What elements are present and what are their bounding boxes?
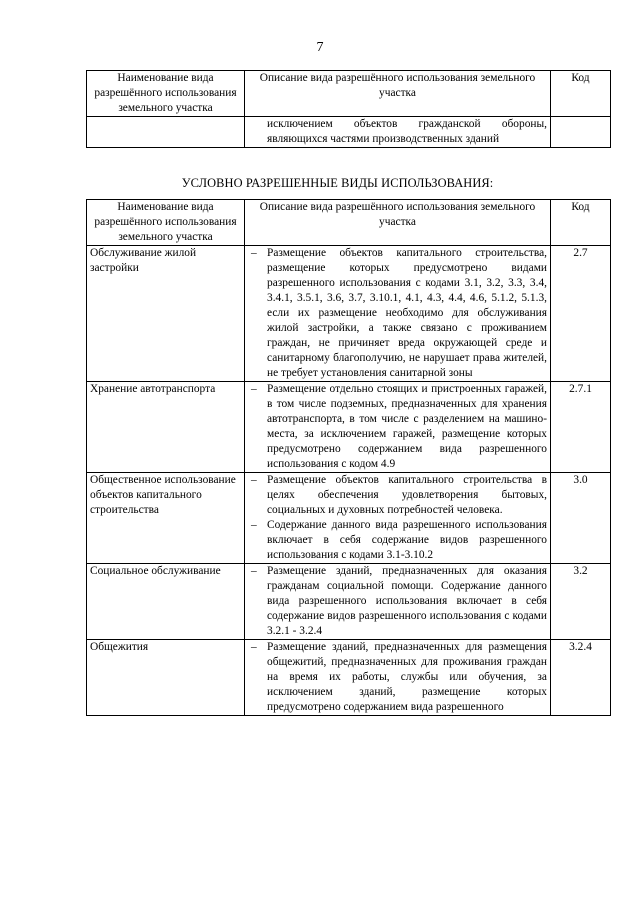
- use-description: [245, 246, 551, 382]
- header-code: Код: [551, 200, 611, 246]
- use-description: [245, 564, 551, 640]
- row-name: [87, 117, 245, 148]
- description-item: – Размещение зданий, предназначенных для размещения общежитий, предназначенных для проживания граждан на время их работы, службы или обучения, за исключением зданий, размещение которых предусмотрено содержанием вида разрешенного: [248, 640, 547, 715]
- use-code: 3.0: [551, 473, 611, 564]
- use-name: Общественное использование объектов капитального строительства: [87, 473, 245, 564]
- description-item: – Размещение зданий, предназначенных для оказания гражданам социальной помощи. Содержание данного вида разрешенного использования включает в себя содержание видов разрешенного использования с кодами 3.2.1 - 3.2.4: [248, 564, 547, 639]
- table-header-row: [87, 200, 611, 246]
- table-body: [87, 246, 611, 716]
- land-use-table-continued: [86, 70, 611, 148]
- use-name: Хранение автотранспорта: [87, 382, 245, 473]
- header-name: Наименование вида разрешённого использования земельного участка: [87, 200, 245, 246]
- use-code: 3.2: [551, 564, 611, 640]
- row-description: исключением объектов гражданской обороны, являющихся частями производственных зданий: [267, 118, 547, 145]
- page-number: 7: [316, 40, 324, 55]
- table-row: [87, 564, 611, 640]
- use-name: Обслуживание жилой застройки: [87, 246, 245, 382]
- conditional-uses-table: [86, 199, 611, 716]
- table-row: [87, 246, 611, 382]
- table-row: [87, 640, 611, 716]
- row-code: [551, 117, 611, 148]
- header-name: Наименование вида разрешённого использования земельного участка: [87, 71, 245, 117]
- use-name: Социальное обслуживание: [87, 564, 245, 640]
- description-item: – Содержание данного вида разрешенного использования включает в себя содержание видов разрешенного использования с кодами 3.1-3.10.2: [248, 518, 547, 563]
- header-description: Описание вида разрешённого использования земельного участка: [245, 200, 551, 246]
- table-header-row: [87, 71, 611, 117]
- table-row: [87, 382, 611, 473]
- header-description: Описание вида разрешённого использования земельного участка: [245, 71, 551, 117]
- use-code: 3.2.4: [551, 640, 611, 716]
- description-item: – Размещение объектов капитального строительства, размещение которых предусмотрено видами разрешенного использования с кодами 3.1, 3.2, 3.3, 3.4, 3.4.1, 3.5.1, 3.6, 3.7, 3.10.1, 4.1, 4.3, 4.4, 4.6, 5.1.2, 5.1.3, если их размещение необходимо для обслуживания жилой застройки, а также связано с проживанием граждан, не причиняет вреда окружающей среде и санитарному благополучию, не нарушает права жителей, не требует установления санитарной зоны: [248, 246, 547, 381]
- table-row: [87, 473, 611, 564]
- header-code: Код: [551, 71, 611, 117]
- section-title: УСЛОВНО РАЗРЕШЕННЫЕ ВИДЫ ИСПОЛЬЗОВАНИЯ:: [181, 176, 494, 190]
- table-row: [87, 117, 611, 148]
- use-name: Общежития: [87, 640, 245, 716]
- description-item: – Размещение объектов капитального строительства в целях обеспечения удовлетворения бытовых, социальных и духовных потребностей человека.: [248, 473, 547, 518]
- use-description: [245, 382, 551, 473]
- description-item: – Размещение отдельно стоящих и пристроенных гаражей, в том числе подземных, предназначенных для хранения автотранспорта, в том числе с разделением на машино-места, за исключением гаражей, размещение которых предусмотрено содержанием вида разрешенного использования с кодом 4.9: [248, 382, 547, 472]
- use-description: [245, 640, 551, 716]
- use-code: 2.7: [551, 246, 611, 382]
- use-code: 2.7.1: [551, 382, 611, 473]
- use-description: [245, 473, 551, 564]
